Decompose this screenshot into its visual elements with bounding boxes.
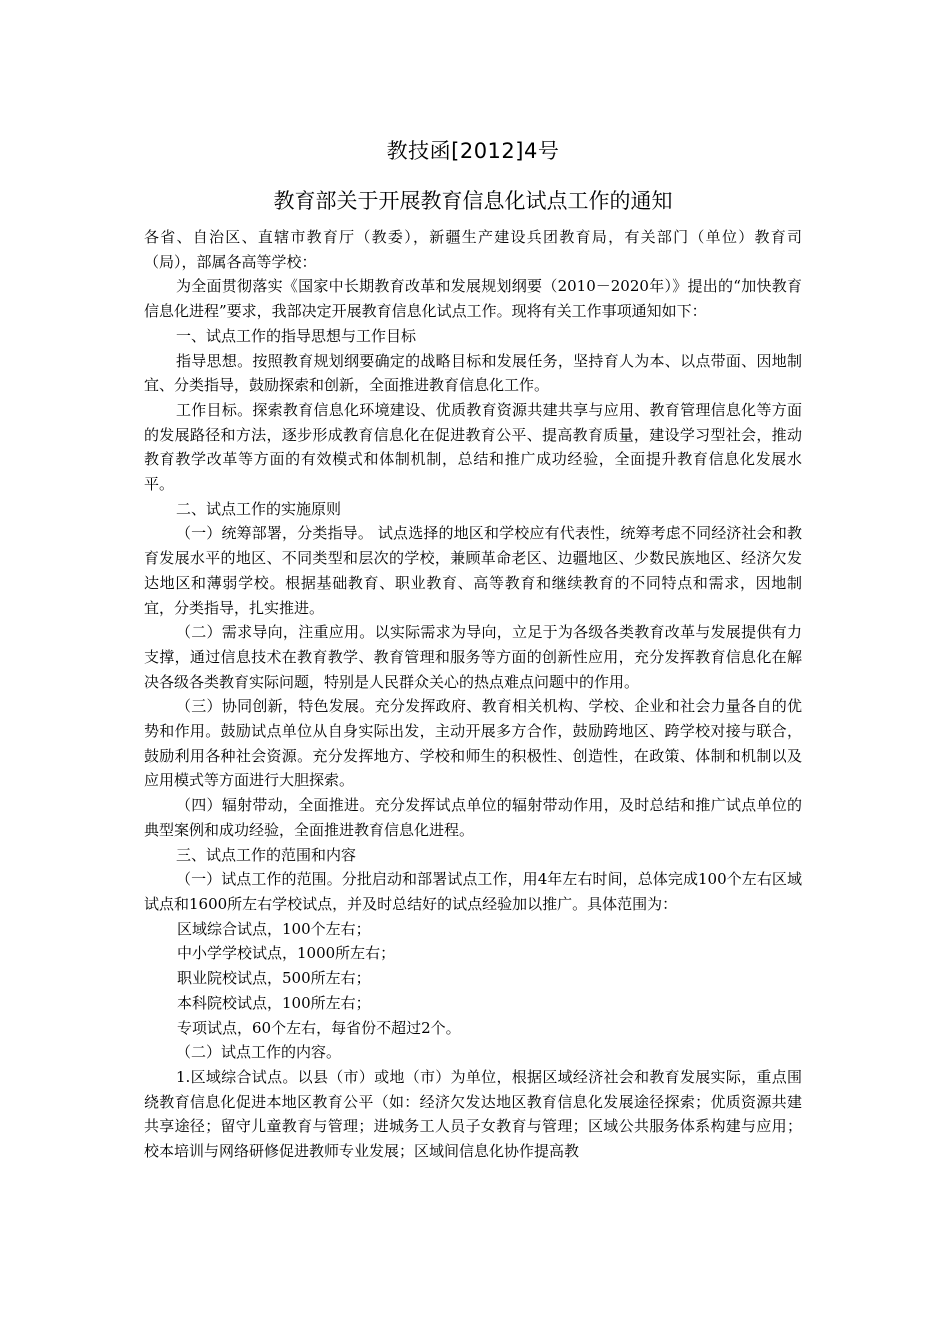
section-1-heading: 一、试点工作的指导思想与工作目标 — [176, 326, 417, 345]
scope-item: 专项试点，60个左右，每省份不超过2个。 — [177, 1018, 461, 1037]
intro-paragraph: 为全面贯彻落实《国家中长期教育改革和发展规划纲要（2010－2020年）》提出的“加快教育信息化进程”要求，我部决定开展教育信息化试点工作。现将有关工作事项通知如下： — [144, 277, 802, 321]
scope-item: 本科院校试点，100所左右； — [177, 993, 371, 1012]
guiding-ideology-paragraph: 指导思想。按照教育规划纲要确定的战略目标和发展任务，坚持育人为本、以点带面、因地制宜、分类指导，鼓励探索和创新，全面推进教育信息化工作。 — [144, 351, 802, 395]
principle-2-paragraph: （二）需求导向，注重应用。以实际需求为导向，立足于为各级各类教育改革与发展提供有力支撑，通过信息技术在教育教学、教育管理和服务等方面的创新性应用，充分发挥教育信息化在解决各级各类教育实际问题，特别是人民群众关心的热点难点问题中的作用。 — [144, 623, 802, 691]
document-body — [144, 225, 802, 1164]
document-number: 教技函[2012]4号 — [386, 139, 560, 163]
scope-paragraph: （一）试点工作的范围。分批启动和部署试点工作，用4年左右时间，总体完成100个左右区域试点和1600所左右学校试点，并及时总结好的试点经验加以推广。具体范围为： — [144, 870, 802, 913]
section-3-heading: 三、试点工作的范围和内容 — [176, 845, 357, 864]
scope-item: 区域综合试点，100个左右； — [177, 919, 371, 938]
section-2-heading: 二、试点工作的实施原则 — [176, 499, 342, 518]
scope-item: 职业院校试点，500所左右； — [177, 969, 371, 988]
work-goal-paragraph: 工作目标。探索教育信息化环境建设、优质教育资源共建共享与应用、教育管理信息化等方面的发展路径和方法，逐步形成教育信息化在促进教育公平、提高教育质量，建设学习型社会，推动教育教学改革等方面的有效模式和体制机制，总结和推广成功经验，全面提升教育信息化发展水平。 — [144, 400, 802, 494]
principle-4-paragraph: （四）辐射带动，全面推进。充分发挥试点单位的辐射带动作用，及时总结和推广试点单位的典型案例和成功经验，全面推进教育信息化进程。 — [144, 796, 802, 839]
addressee-paragraph: 各省、自治区、直辖市教育厅（教委），新疆生产建设兵团教育局，有关部门（单位）教育司（局），部属各高等学校： — [144, 228, 802, 271]
principle-3-paragraph: （三）协同创新，特色发展。充分发挥政府、教育相关机构、学校、企业和社会力量各自的优势和作用。鼓励试点单位从自身实际出发，主动开展多方合作，鼓励跨地区、跨学校对接与联合，鼓励利用各种社会资源。充分发挥地方、学校和师生的积极性、创造性，在政策、体制和机制以及应用模式等方面进行大胆探索。 — [144, 697, 802, 790]
content-heading: （二）试点工作的内容。 — [176, 1043, 342, 1062]
document-title: 教育部关于开展教育信息化试点工作的通知 — [273, 189, 673, 213]
principle-1-paragraph: （一）统筹部署，分类指导。 试点选择的地区和学校应有代表性，统筹考虑不同经济社会和教育发展水平的地区、不同类型和层次的学校，兼顾革命老区、边疆地区、少数民族地区、经济欠发达地区和薄弱学校。根据基础教育、职业教育、高等教育和继续教育的不同特点和需求，因地制宜，分类指导，扎实推进。 — [144, 524, 802, 617]
regional-pilot-paragraph: 1.区域综合试点。以县（市）或地（市）为单位，根据区域经济社会和教育发展实际，重点围绕教育信息化促进本地区教育公平（如：经济欠发达地区教育信息化发展途径探索；优质资源共建共享途径；留守儿童教育与管理；进城务工人员子女教育与管理；区域公共服务体系构建与应用；校本培训与网络研修促进教师专业发展；区域间信息化协作提高教 — [144, 1067, 802, 1161]
scope-item: 中小学学校试点，1000所左右； — [177, 944, 396, 963]
